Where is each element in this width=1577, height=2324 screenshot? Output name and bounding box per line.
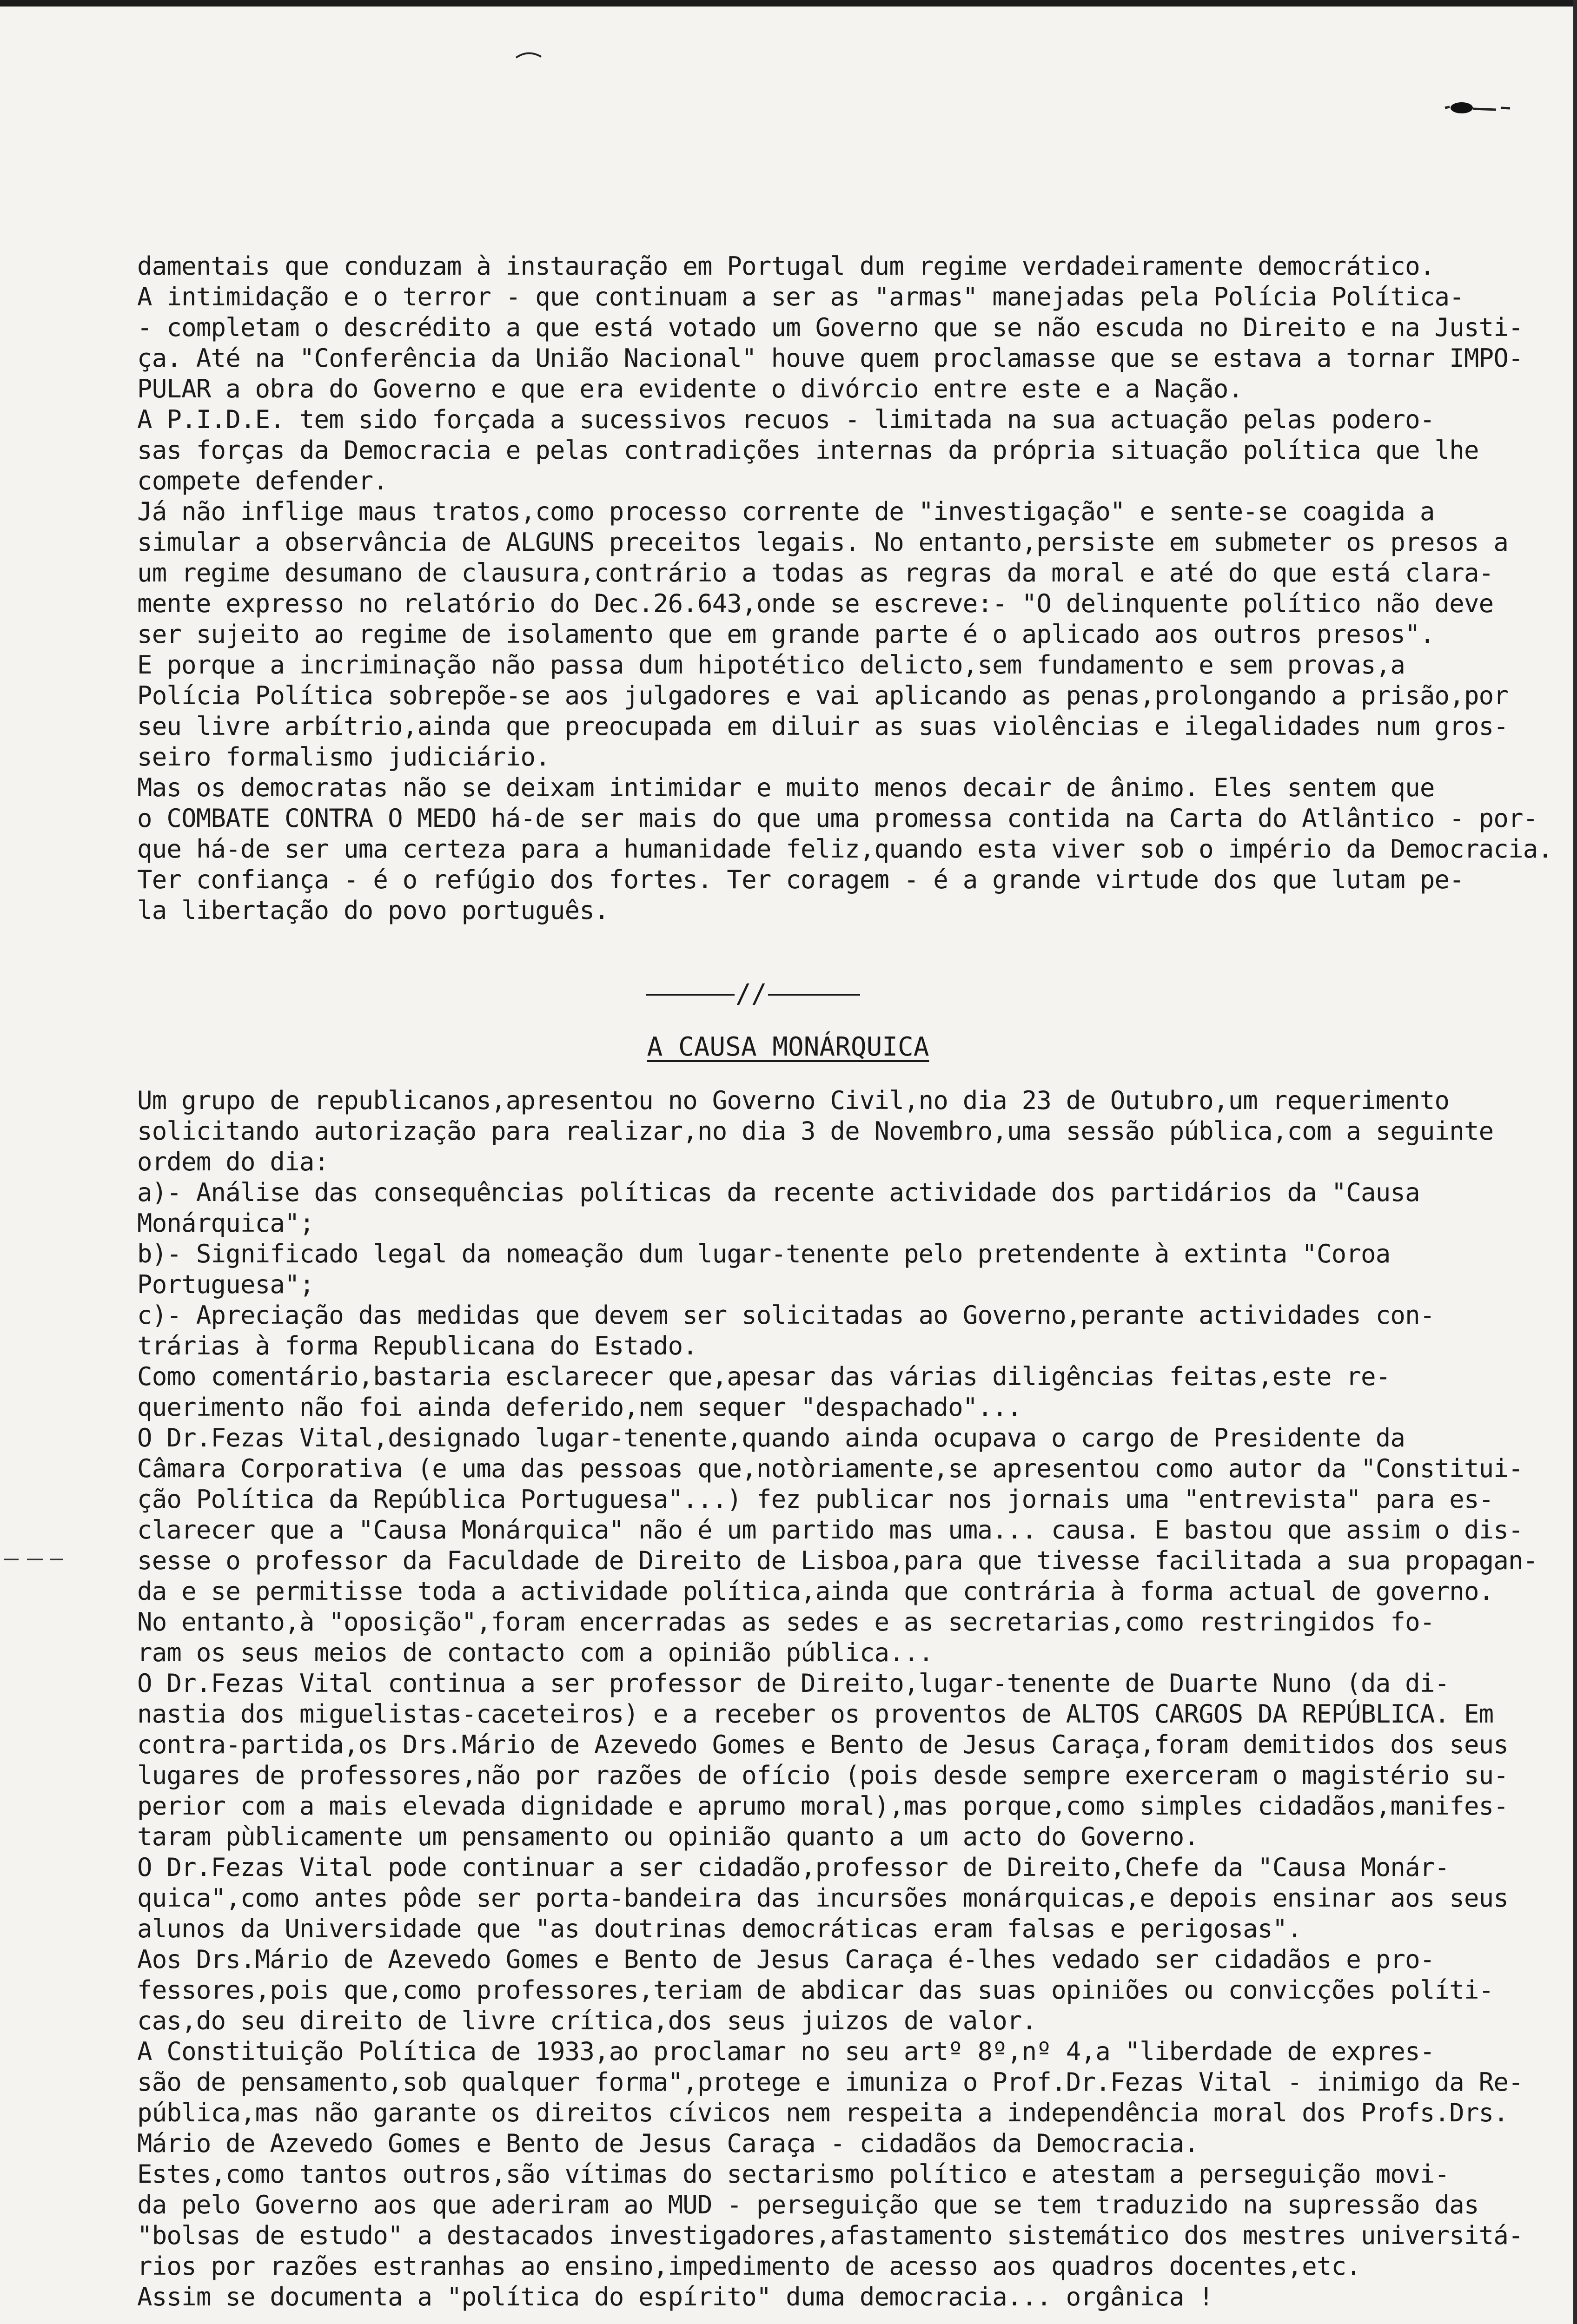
text-line: quica",como antes pôde ser porta-bandeira das incursões monárquicas,e depois ensinar aos seus: [137, 1883, 1509, 1913]
text-line: Câmara Corporativa (e uma das pessoas que,notòriamente,se apresentou como autor da "Constitui-: [137, 1454, 1523, 1483]
text-line: PULAR a obra do Governo e que era evidente o divórcio entre este e a Nação.: [137, 374, 1243, 403]
text-line: Um grupo de republicanos,apresentou no Governo Civil,no dia 23 de Outubro,um requerimento: [137, 1086, 1450, 1115]
text-line: da e se permitisse toda a actividade política,ainda que contrária à forma actual de governo.: [137, 1577, 1494, 1606]
text-line: pública,mas não garante os direitos cívicos nem respeita a independência moral dos Profs.Drs.: [137, 2098, 1509, 2127]
text-line: "bolsas de estudo" a destacados investigadores,afastamento sistemático dos mestres universitá-: [137, 2221, 1523, 2250]
text-line: ram os seus meios de contacto com a opinião pública...: [137, 1638, 934, 1667]
text-block-pide: [137, 251, 1553, 926]
text-line: ordem do dia:: [137, 1147, 329, 1176]
text-line: lugares de professores,não por razões de ofício (pois desde sempre exerceram o magistério su-: [137, 1761, 1509, 1790]
section-separator: [646, 979, 860, 1009]
text-line: A P.I.D.E. tem sido forçada a sucessivos recuos - limitada na sua actuação pelas podero-: [137, 405, 1435, 434]
text-line: ção Política da República Portuguesa"...) fez publicar nos jornais uma "entrevista" para es-: [137, 1485, 1494, 1514]
text-line: simular a observância de ALGUNS preceitos legais. No entanto,persiste em submeter os presos a: [137, 528, 1509, 557]
text-line: sesse o professor da Faculdade de Direito de Lisboa,para que tivesse facilitada a sua propagan-: [137, 1546, 1538, 1575]
text-line: compete defender.: [137, 466, 388, 495]
text-line: Mário de Azevedo Gomes e Bento de Jesus Caraça - cidadãos da Democracia.: [137, 2129, 1199, 2158]
text-line: da pelo Governo aos que aderiram ao MUD - perseguição que se tem traduzido na supressão das: [137, 2190, 1479, 2219]
text-line: O Dr.Fezas Vital,designado lugar-tenente,quando ainda ocupava o cargo de Presidente da: [137, 1423, 1405, 1452]
text-line: o COMBATE CONTRA O MEDO há-de ser mais do que uma promessa contida na Carta do Atlântico - por-: [137, 804, 1538, 833]
list-item-b: b)- Significado legal da nomeação dum lugar-tenente pelo pretendente à extinta "Coroa: [137, 1239, 1391, 1268]
text-line: taram pùblicamente um pensamento ou opinião quanto a um acto do Governo.: [137, 1822, 1199, 1851]
text-line: cas,do seu direito de livre crítica,dos seus juizos de valor.: [137, 2006, 1037, 2035]
section-title: A CAUSA MONÁRQUICA: [647, 1032, 929, 1062]
text-line: Assim se documenta a "política do espírito" duma democracia... orgânica !: [137, 2282, 1213, 2311]
list-item-a-cont: Monárquica";: [137, 1208, 314, 1238]
text-line: perior com a mais elevada dignidade e aprumo moral),mas porque,como simples cidadãos,manifes-: [137, 1791, 1509, 1821]
list-item-c-cont: trárias à forma Republicana do Estado.: [137, 1331, 698, 1360]
text-line: sas forças da Democracia e pelas contradições internas da própria situação política que lhe: [137, 436, 1479, 465]
text-line: O Dr.Fezas Vital continua a ser professor de Direito,lugar-tenente de Duarte Nuno (da di-: [137, 1669, 1450, 1698]
text-line: que há-de ser uma certeza para a humanidade feliz,quando esta viver sob o império da Democracia.: [137, 834, 1553, 864]
text-line: são de pensamento,sob qualquer forma",protege e imuniza o Prof.Dr.Fezas Vital - inimigo da Re-: [137, 2067, 1523, 2097]
text-line: No entanto,à "oposição",foram encerradas as sedes e as secretarias,como restringidos fo-: [137, 1607, 1435, 1637]
text-line: ça. Até na "Conferência da União Nacional" houve quem proclamasse que se estava a tornar IMPO-: [137, 343, 1523, 373]
text-line: seu livre arbítrio,ainda que preocupada em diluir as suas violências e ilegalidades num gros-: [137, 712, 1509, 741]
text-line: E porque a incriminação não passa dum hipotético delicto,sem fundamento e sem provas,a: [137, 650, 1405, 680]
list-item-b-cont: Portuguesa";: [137, 1270, 314, 1299]
text-line: Como comentário,bastaria esclarecer que,apesar das várias diligências feitas,este re-: [137, 1362, 1391, 1391]
margin-dash-mark: [0, 1556, 65, 1563]
text-line: Aos Drs.Mário de Azevedo Gomes e Bento de Jesus Caraça é-lhes vedado ser cidadãos e pro-: [137, 1945, 1435, 1974]
text-line: A intimidação e o terror - que continuam a ser as "armas" manejadas pela Polícia Política-: [137, 282, 1464, 311]
text-line: rios por razões estranhas ao ensino,impedimento de acesso aos quadros docentes,etc.: [137, 2251, 1361, 2281]
text-line: clarecer que a "Causa Monárquica" não é um partido mas uma... causa. E bastou que assim o dis-: [137, 1515, 1523, 1545]
text-line: damentais que conduzam à instauração em Portugal dum regime verdadeiramente democrático.: [137, 251, 1435, 281]
text-line: nastia dos miguelistas-caceteiros) e a receber os proventos de ALTOS CARGOS DA REPÚBLICA. Em: [137, 1699, 1494, 1729]
text-line: seiro formalismo judiciário.: [137, 742, 550, 772]
text-line: Já não inflige maus tratos,como processo corrente de "investigação" e sente-se coagida a: [137, 497, 1435, 526]
text-line: Ter confiança - é o refúgio dos fortes. Ter coragem - é a grande virtude dos que lutam pe-: [137, 865, 1464, 894]
page-top-edge: [0, 0, 1577, 7]
separator-rule-right: [768, 994, 860, 996]
text-line: querimento não foi ainda deferido,nem sequer "despachado"...: [137, 1393, 1022, 1422]
text-block-causa-monarquica: [137, 1085, 1538, 2312]
text-line: contra-partida,os Drs.Mário de Azevedo Gomes e Bento de Jesus Caraça,foram demitidos dos seus: [137, 1730, 1509, 1759]
page-right-edge: [1573, 0, 1577, 2324]
text-line: solicitando autorização para realizar,no dia 3 de Novembro,uma sessão pública,com a seguinte: [137, 1116, 1494, 1146]
text-line: Mas os democratas não se deixam intimidar e muito menos decair de ânimo. Eles sentem que: [137, 773, 1435, 802]
text-line: um regime desumano de clausura,contrário a todas as regras da moral e até do que está clara-: [137, 558, 1494, 588]
separator-slashes: //: [735, 979, 767, 1009]
text-line: Estes,como tantos outros,são vítimas do sectarismo político e atestam a perseguição movi-: [137, 2159, 1450, 2189]
ink-smudge-mark: [1440, 99, 1529, 117]
text-line: alunos da Universidade que "as doutrinas democráticas eram falsas e perigosas".: [137, 1914, 1302, 1943]
text-line: la libertação do povo português.: [137, 896, 609, 925]
list-item-c: c)- Apreciação das medidas que devem ser solicitadas ao Governo,perante actividades con-: [137, 1301, 1435, 1330]
text-line: mente expresso no relatório do Dec.26.643,onde se escreve:- "O delinquente político não deve: [137, 589, 1494, 618]
text-line: O Dr.Fezas Vital pode continuar a ser cidadão,professor de Direito,Chefe da "Causa Monár-: [137, 1853, 1450, 1882]
pen-mark-top: [515, 50, 542, 60]
list-item-a: a)- Análise das consequências políticas da recente actividade dos partidários da "Causa: [137, 1178, 1420, 1207]
text-line: Polícia Política sobrepõe-se aos julgadores e vai aplicando as penas,prolongando a prisão,por: [137, 681, 1509, 710]
text-line: fessores,pois que,como professores,teriam de abdicar das suas opiniões ou convicções políti-: [137, 1975, 1494, 2005]
separator-rule-left: [646, 994, 735, 996]
text-line: - completam o descrédito a que está votado um Governo que se não escuda no Direito e na Justi-: [137, 313, 1523, 342]
text-line: ser sujeito ao regime de isolamento que em grande parte é o aplicado aos outros presos".: [137, 620, 1435, 649]
text-line: A Constituição Política de 1933,ao proclamar no seu artº 8º,nº 4,a "liberdade de expres-: [137, 2037, 1435, 2066]
